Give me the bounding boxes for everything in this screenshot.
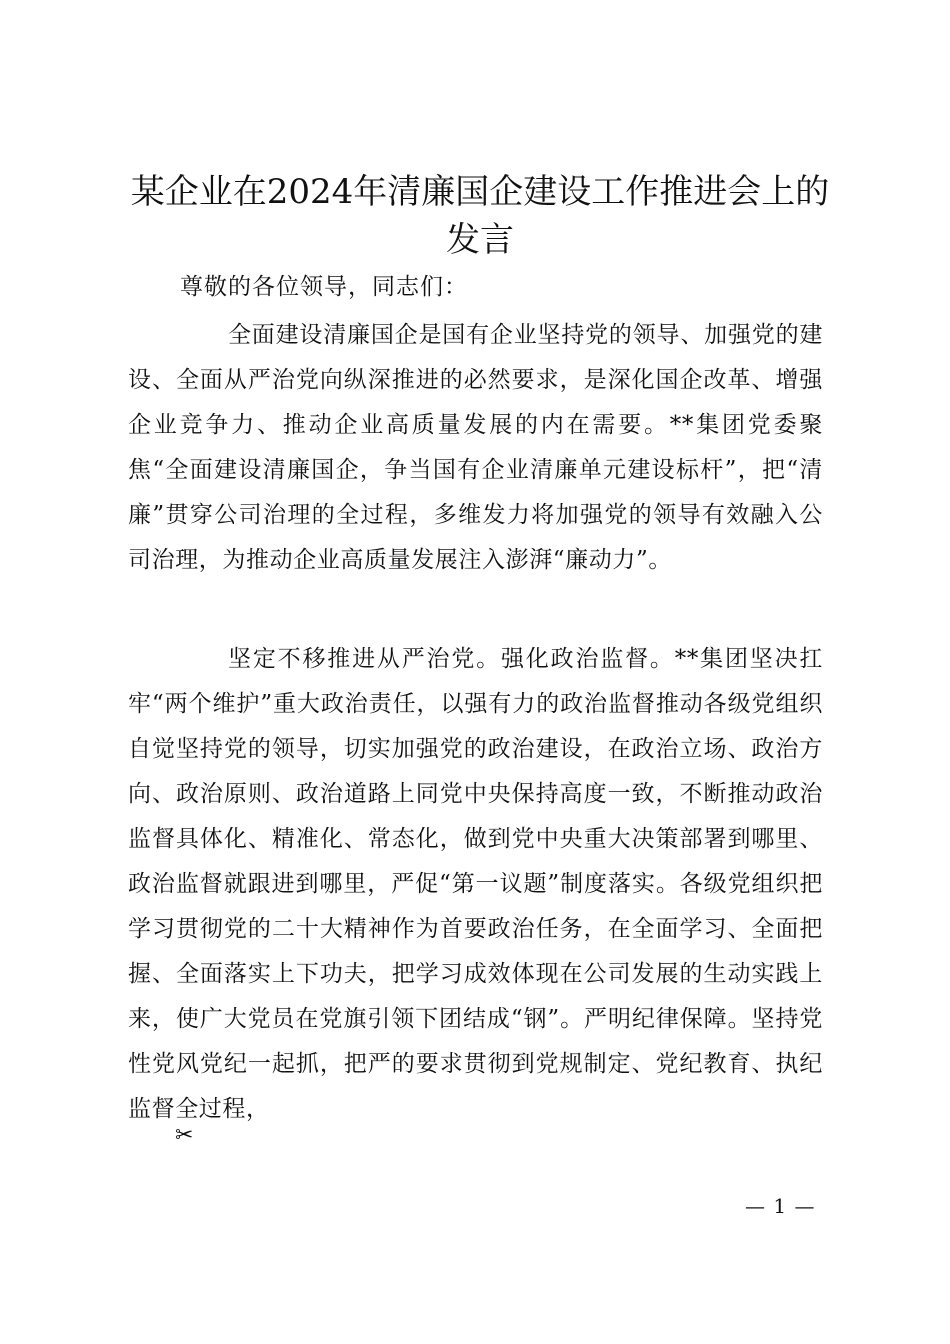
document-title: 某企业在2024年清廉国企建设工作推进会上的发言 xyxy=(130,172,830,260)
paragraph-1: 全面建设清廉国企是国有企业坚持党的领导、加强党的建设、全面从严治党向纵深推进的必然要求，是深化国企改革、增强企业竞争力、推动企业高质量发展的内在需要。**集团党委聚焦“全面建设清廉国企，争当国有企业清廉单元建设标杆”，把“清廉”贯穿公司治理的全过程，多维发力将加强党的领导有效融入公司治理，为推动企业高质量发展注入澎湃“廉动力”。 xyxy=(128,322,823,573)
salutation: 尊敬的各位领导，同志们： xyxy=(180,274,468,300)
scissors-icon: ✂ xyxy=(175,1123,194,1148)
paragraph-2: 坚定不移推进从严治党。强化政治监督。**集团坚决扛牢“两个维护”重大政治责任，以强有力的政治监督推动各级党组织自觉坚持党的领导，切实加强党的政治建设，在政治立场、政治方向、政治原则、政治道路上同党中央保持高度一致，不断推动政治监督具体化、精准化、常态化，做到党中央重大决策部署到哪里、政治监督就跟进到哪里，严促“第一议题”制度落实。各级党组织把学习贯彻党的二十大精神作为首要政治任务，在全面学习、全面把握、全面落实上下功夫，把学习成效体现在公司发展的生动实践上来，使广大党员在党旗引领下团结成“钢”。严明纪律保障。坚持党性党风党纪一起抓，把严的要求贯彻到党规制定、党纪教育、执纪监督全过程， xyxy=(128,646,823,1122)
page-number: — 1 — xyxy=(745,1194,816,1218)
